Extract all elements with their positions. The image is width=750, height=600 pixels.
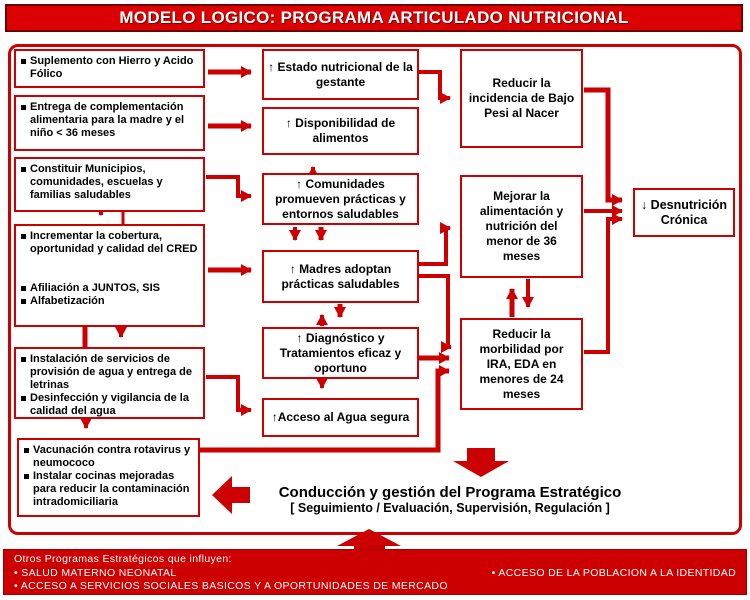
intervention-text: Instalación de servicios de provisión de agua y entrega de letrinas bbox=[30, 353, 192, 391]
result-text: ↑Acceso al Agua segura bbox=[271, 410, 410, 424]
intervention-text: Desinfección y vigilancia de la calidad del agua bbox=[30, 392, 189, 417]
result-box-diagnostico bbox=[262, 327, 419, 379]
list-item bbox=[21, 101, 201, 140]
intervention-box-cred bbox=[14, 224, 205, 327]
page-title: MODELO LOGICO: PROGRAMA ARTICULADO NUTRICIONAL bbox=[119, 8, 629, 27]
impact-text: ↓ Desnutrición Crónica bbox=[640, 197, 728, 227]
list-item bbox=[24, 470, 196, 509]
intervention-text: Alfabetización bbox=[30, 295, 105, 307]
management-caption bbox=[225, 484, 675, 516]
result-box-estado-nutricional bbox=[262, 49, 419, 100]
list-item bbox=[21, 353, 201, 392]
bullet-icon bbox=[24, 448, 29, 453]
outcome-box-morbilidad bbox=[460, 318, 583, 410]
list-item bbox=[24, 444, 196, 470]
intervention-text: Instalar cocinas mejoradas para reducir la contaminación intradomiciliaria bbox=[33, 470, 190, 508]
result-text: ↑ Madres adoptan prácticas saludables bbox=[281, 261, 400, 291]
intervention-text: Entrega de complementación alimentaria para la madre y el niño < 36 meses bbox=[30, 101, 185, 139]
bullet-icon bbox=[21, 234, 26, 239]
list-item bbox=[21, 295, 201, 308]
footer-item-acceso-servicios: • ACCESO A SERVICIOS SOCIALES BASICOS Y A OPORTUNIDADES DE MERCADO bbox=[14, 580, 448, 593]
outcome-text: Mejorar la alimentación y nutrición del menor de 36 meses bbox=[479, 189, 564, 263]
bullet-icon bbox=[21, 59, 26, 64]
outcome-text: Reducir la morbilidad por IRA, EDA en menores de 24 meses bbox=[479, 326, 564, 401]
management-title: Conducción y gestión del Programa Estratégico bbox=[278, 484, 622, 501]
intervention-box-municipios bbox=[14, 157, 205, 212]
intervention-box-suplemento bbox=[14, 49, 205, 88]
result-text: ↑ Disponibilidad de alimentos bbox=[285, 116, 396, 145]
intervention-text: Constituir Municipios, comunidades, escuelas y familias saludables bbox=[30, 163, 163, 201]
management-subtitle: [ Seguimiento / Evaluación, Supervisión, Regulación ] bbox=[290, 501, 610, 515]
footer-banner bbox=[3, 549, 747, 595]
result-text: ↑ Diagnóstico y Tratamientos eficaz y oportuno bbox=[279, 330, 402, 375]
footer-heading: Otros Programas Estratégicos que influyen: bbox=[14, 553, 232, 565]
result-box-comunidades bbox=[262, 173, 419, 225]
intervention-text: Afiliación a JUNTOS, SIS bbox=[30, 282, 160, 294]
footer-item-salud: • SALUD MATERNO NEONATAL bbox=[14, 567, 177, 580]
bullet-icon bbox=[21, 396, 26, 401]
impact-box-desnutricion bbox=[633, 188, 735, 237]
outcome-box-bajo-peso bbox=[460, 49, 583, 148]
title-banner bbox=[5, 4, 743, 32]
intervention-box-agua bbox=[14, 347, 205, 419]
footer-row bbox=[14, 580, 736, 593]
list-item bbox=[21, 392, 201, 418]
intervention-text: Vacunación contra rotavirus y neumococo bbox=[33, 444, 191, 469]
list-item bbox=[21, 282, 201, 295]
result-text: ↑ Comunidades promueven prácticas y entornos saludables bbox=[275, 176, 406, 221]
bullet-icon bbox=[21, 105, 26, 110]
footer-row bbox=[14, 567, 736, 580]
list-item bbox=[21, 163, 201, 202]
list-item bbox=[21, 55, 201, 81]
outcome-text: Reducir la incidencia de Bajo Pesi al Nacer bbox=[468, 76, 575, 120]
result-box-disponibilidad bbox=[262, 107, 419, 155]
intervention-box-entrega bbox=[14, 95, 205, 151]
result-text: ↑ Estado nutricional de la gestante bbox=[268, 59, 413, 89]
bullet-icon bbox=[21, 286, 26, 291]
result-box-madres bbox=[262, 250, 419, 303]
bullet-icon bbox=[24, 474, 29, 479]
intervention-box-vacunacion bbox=[17, 438, 200, 517]
intervention-text: Suplemento con Hierro y Acido Fólico bbox=[30, 55, 194, 80]
intervention-text: Incrementar la cobertura, oportunidad y calidad del CRED bbox=[30, 230, 198, 255]
outcome-box-mejorar-alimentacion bbox=[460, 175, 583, 278]
bullet-icon bbox=[21, 357, 26, 362]
bullet-icon bbox=[21, 167, 26, 172]
result-box-acceso-agua bbox=[262, 398, 419, 437]
bullet-icon bbox=[21, 299, 26, 304]
list-item bbox=[21, 230, 201, 256]
footer-item-identidad: • ACCESO DE LA POBLACION A LA IDENTIDAD bbox=[492, 567, 736, 580]
